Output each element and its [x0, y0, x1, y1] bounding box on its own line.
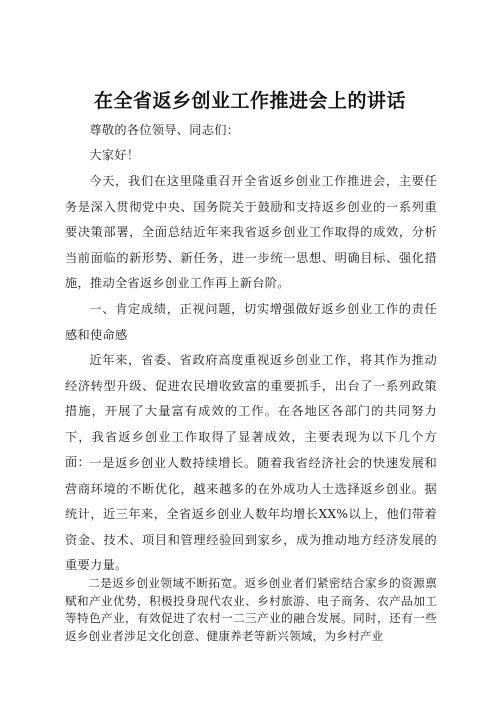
- paragraph-point-one: 一是返乡创业人数持续增长。随着我省经济社会的快速发展和营商环境的不断优化，越来越多的在外成功人士选择返乡创业。据统计，近三年来，全省返乡创业人数年均增长XX%以上，他们带着资金、技术、项目和管理经验回到家乡，成为推动地方经济发展的重要力量。: [65, 456, 437, 573]
- greeting: 大家好！: [89, 148, 140, 162]
- document-title: 在全省返乡创业工作推进会上的讲话: [93, 90, 406, 112]
- paragraph-point-two: 二是返乡创业领域不断拓宽。返乡创业者们紧密结合家乡的资源禀赋和产业优势，积极投身现代农业、乡村旅游、电子商务、农产品加工等特色产业，有效促进了农村一二三产业的融合发展。同时，还有一些返乡创业者涉足文化创意、健康养老等新兴领域，为乡村产业: [65, 576, 437, 643]
- section-heading: 一、肯定成绩，正视问题，切实增强做好返乡创业工作的责任感和使命感: [65, 302, 437, 342]
- paragraph-achievements: 近年来，省委、省政府高度重视返乡创业工作，将其作为推动经济转型升级、促进农民增收致富的重要抓手，出台了一系列政策措施，开展了大量富有成效的工作。在各地区各部门的共同努力下，我省返乡创业工作取得了显著成效，主要表现为以下几个方面：: [65, 353, 437, 470]
- paragraph-intro: 今天，我们在这里隆重召开全省返乡创业工作推进会，主要任务是深入贯彻党中央、国务院关于鼓励和支持返乡创业的一系列重要决策部署，全面总结近年来我省返乡创业工作取得的成效，分析当前面临的新形势、新任务，进一步统一思想、明确目标、强化措施，推动全省返乡创业工作再上新台阶。: [65, 174, 437, 291]
- salutation: 尊敬的各位领导、同志们：: [89, 123, 240, 137]
